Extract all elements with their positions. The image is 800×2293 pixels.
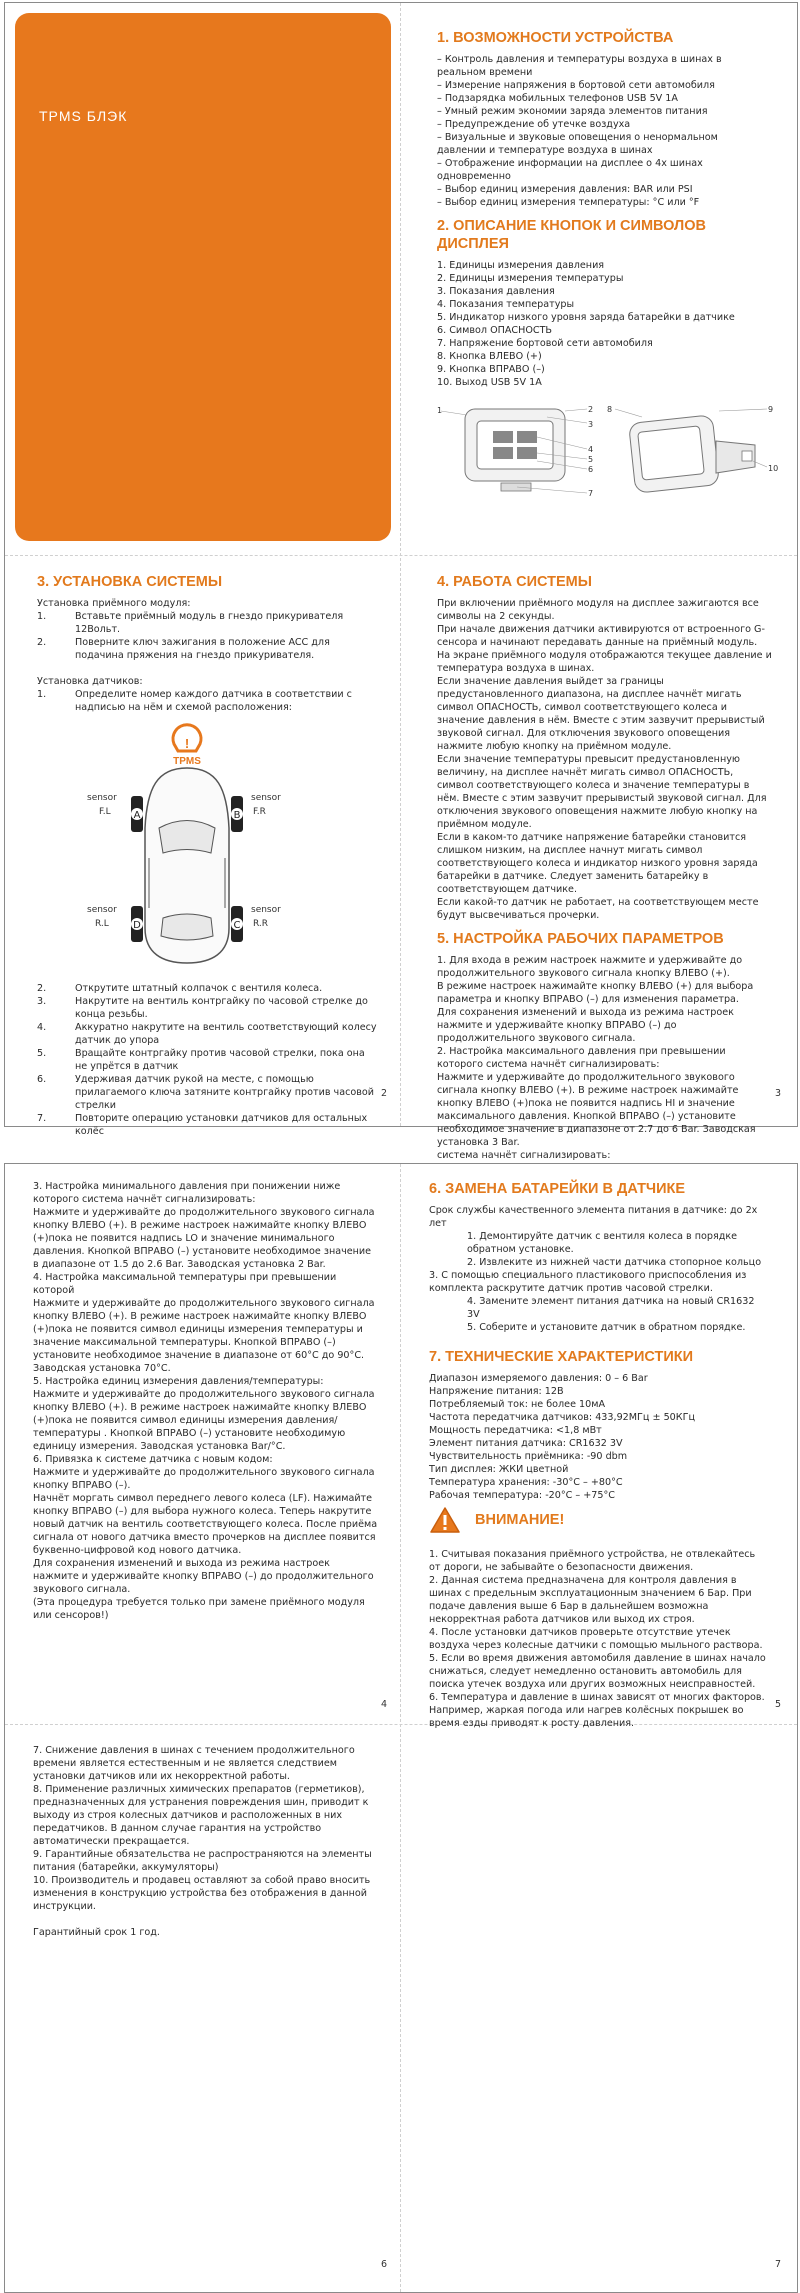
button-description-item: 3. Показания давления [437,286,555,297]
fold-line [400,1164,401,2292]
spec-line: Напряжение питания: 12В [429,1386,564,1397]
work-paragraphs [437,597,772,922]
button-description-item: 7. Напряжение бортовой сети автомобиля [437,338,653,349]
sensor-word: sensor [251,793,281,803]
step-text: Вставьте приёмный модуль в гнездо прикуривателя 12Вольт. [75,611,344,635]
step-text: Определите номер каждого датчика в соответствии с надписью на нём и схемой расположения: [75,689,352,713]
step-text: Поверните ключ зажигания в положение ACC для подачина пряжения на гнездо прикуривателя. [75,637,330,661]
receiver-diagram [437,401,777,516]
page-1 [437,29,779,516]
spec-line: Мощность передатчика: <1,8 мВт [429,1425,602,1436]
callout-label: 5 [588,455,594,464]
settings-paragraph: Нажмите и удерживайте до продолжительного звукового сигнала кнопку ВЛЕВО (+). В режиме настроек нажимайте кнопку ВЛЕВО (+)пока не появится символ единицы измерения давления/температуры . Кнопкой ВПРАВО (–) установите необходимую единицу измерения. Заводская установка Ваr/°С. [33,1389,375,1452]
warning-triangle-icon [429,1506,461,1534]
feature-item: – Контроль давления и температуры воздуха в шинах в реальном времени [437,54,722,78]
button-description-item: 6. Символ ОПАСНОСТЬ [437,325,553,336]
battery-step: 5. Соберите и установите датчик в обратном порядке. [467,1322,746,1333]
notice-paragraph: 8. Применение различных химических препаратов (герметиков), предназначенных для устранения повреждения шин, приводит к выходу из строя колесных датчиков и расположенных в них передатчиков. В данном случае гарантия на устройство автоматически прекращается. [33,1784,369,1847]
warning-paragraph: 1. Считывая показания приёмного устройства, не отвлекайтесь от дороги, не забывайте о безопасности движения. [429,1549,756,1573]
specs-list [429,1372,767,1502]
step-text: Вращайте контргайку против часовой стрелки, пока она не упрётся в датчик [75,1048,365,1072]
page-6 [33,1744,378,1939]
settings-paragraph: Нажмите и удерживайте до продолжительного звукового сигнала кнопку ВЛЕВО (+). В режиме настроек нажимайте кнопку ВЛЕВО (+)пока не появится надпись LO и значение минимального давления. Кнопкой ВПРАВО (–) установите необходимое значение в диапазоне от 1.5 до 2.6 Ваr. Заводская установка 2 Ваr. [33,1207,375,1270]
install-heading: 3. УСТАНОВКА СИСТЕМЫ [37,574,223,590]
battery-step: 2. Извлеките из нижней части датчика стопорное кольцо [467,1257,762,1268]
step-number: 1. [37,611,47,622]
warning-paragraph: 4. После установки датчиков проверьте отсутствие утечек воздуха через колесные датчики с помощью мыльного раствора. [429,1627,763,1651]
sensor-install-title: Установка датчиков: [37,676,143,687]
sensor-layout-diagram [87,718,287,968]
step-number: 1. [37,689,47,700]
page-number: 4 [381,1699,388,1710]
receiver-step [37,636,377,662]
spec-line: Температура хранения: -30°С – +80°С [429,1477,623,1488]
buttons-list [437,259,767,389]
work-heading: 4. РАБОТА СИСТЕМЫ [437,574,592,590]
notice-paragraph: 10. Производитель и продавец оставляют за собой право вносить изменения в конструкцию устройства без отображения в данной инструкции. [33,1875,371,1912]
receiver-install-title: Установка приёмного модуля: [37,598,191,609]
warning-paragraph: 5. Если во время движения автомобиля давление в шинах начало снижаться, следует немедленно остановить автомобиль для поиска утечек воздуха или других возможных неисправностей. [429,1653,766,1690]
warning-paragraphs [429,1548,767,1730]
feature-item: – Умный режим экономии заряда элементов питания [437,106,708,117]
work-paragraph: Если в каком-то датчике напряжение батарейки становится слишком низким, на дисплее начнут мигать символ соответствующего колеса и индикатор низкого уровня заряда батарейки в датчике. Следует заменить батарейку в соответствующем датчике. [437,832,758,895]
step-number: 4. [37,1022,47,1033]
spec-line: Диапазон измеряемого давления: 0 – 6 Ваr [429,1373,648,1384]
step-number: 7. [37,1113,47,1124]
settings-paragraph: Для сохранения изменений и выхода из режима настроек нажмите и удерживайте кнопку ВПРАВО (–) до продолжительного звукового сигнала. [33,1558,374,1595]
work-paragraph: При начале движения датчики активируются от встроенного G-сенсора и начинают передавать данные на приёмный модуль. На экране приёмного модуля отображаются текущее давление и температура воздуха в шинах. [437,624,772,674]
spread-sheet-1 [4,2,798,1161]
warning-title: ВНИМАНИЕ! [475,1511,565,1528]
tire-letter: C [233,920,241,931]
callout-label: 10 [768,464,779,473]
receiver-step [37,610,377,636]
battery-steps [429,1230,767,1334]
step-number: 2. [37,637,47,648]
callout-label: 8 [607,405,613,414]
work-paragraph: При включении приёмного модуля на дисплее зажигаются все символы на 2 секунды. [437,598,759,622]
features-heading: 1. ВОЗМОЖНОСТИ УСТРОЙСТВА [437,30,674,46]
button-description-item: 9. Кнопка ВПРАВО (–) [437,364,545,375]
settings-paragraph: Нажмите и удерживайте до продолжительного звукового сигнала кнопку ВЛЕВО (+). В режиме настроек нажимайте кнопку ВЛЕВО (+)пока не появится символ единицы измерения температуры и значение максимальной температуры. Кнопкой ВПРАВО (–) установите необходимое значение в диапазоне от 60°С до 90°С. Заводская установка 70°С. [33,1298,375,1374]
settings-paragraph: Нажмите и удерживайте до продолжительного звукового сигнала кнопку ВПРАВО (–). [33,1467,375,1491]
feature-item: – Визуальные и звуковые оповещения о ненормальном давлении и температуре воздуха в шинах [437,132,718,156]
buttons-heading: 2. ОПИСАНИЕ КНОПОК И СИМВОЛОВ ДИСПЛЕЯ [437,218,706,252]
page-5 [429,1180,767,1730]
install-step [37,1112,377,1138]
install-steps [37,982,377,1138]
tire-letter: D [133,920,141,931]
warning-paragraph: 2. Данная система предназначена для контроля давления в шинах с предельным эксплуатационным значением 6 Бар. При подаче давления выше 6 Бар в дальнейшем возможна некорректная работа датчиков или выход их строя. [429,1575,752,1625]
settings-paragraph: система начнёт сигнализировать: [437,1150,611,1161]
battery-step: 1. Демонтируйте датчик с вентиля колеса в порядке обратном установке. [467,1231,738,1255]
page-number: 3 [775,1088,782,1099]
battery-step: 3. С помощью специального пластикового приспособления из комплекта раскрутите датчик против часовой стрелки. [429,1270,747,1294]
spec-line: Частота передатчика датчиков: 433,92МГц ± 50КГц [429,1412,695,1423]
warranty-text: Гарантийный срок 1 год. [33,1927,160,1938]
callout-label: 7 [588,489,594,498]
feature-item: – Измерение напряжения в бортовой сети автомобиля [437,80,715,91]
settings-paragraph: Нажмите и удерживайте до продолжительного звукового сигнала кнопку ВЛЕВО (+). В режиме настроек нажимайте кнопку ВЛЕВО (+)пока не появится надпись HI и значение максимального давления. Кнопкой ВПРАВО (–) установите необходимое значение в диапазоне от 2.7 до 6 Ваr. Заводская установка 3 Ваr. [437,1072,756,1148]
page6-paragraphs [33,1744,378,1913]
spec-line: Элемент питания датчика: CR1632 3V [429,1438,623,1449]
sensor-code-fl: F.L [99,807,111,817]
button-description-item: 10. Выход USB 5V 1А [437,377,542,388]
callout-label: 1 [437,406,443,415]
warning-banner [429,1506,767,1534]
step-number: 2. [37,983,47,994]
callout-label: 9 [768,405,774,414]
sensor-code-rr: R.R [253,919,269,929]
step-text: Удерживая датчик рукой на месте, с помощью прилагаемого ключа затяните контргайку против часовой стрелки [75,1074,374,1111]
step-text: Открутите штатный колпачок с вентиля колеса. [75,983,323,994]
sensor-step-1 [37,688,377,714]
step-text: Аккуратно накрутите на вентиль соответствующий колесу датчик до упора [75,1022,377,1046]
work-paragraph: Если значение давления выйдет за границы предустановленного диапазона, на дисплее начнёт мигать символ ОПАСНОСТЬ, символ соответствующего колеса и значение давления в нём. Вместе с этим зазвучит прерывистый звуковой сигнал. Для отключения звукового оповещения нажмите любую кнопку на приёмном модуле. [437,676,765,752]
settings-paragraph: 2. Настройка максимального давления при превышении которого система начнёт сигнализировать: [437,1046,726,1070]
feature-item: – Предупреждение об утечке воздуха [437,119,631,130]
notice-paragraph: 9. Гарантийные обязательства не распространяются на элементы питания (батарейки, аккумуляторы) [33,1849,372,1873]
features-list [437,53,767,209]
feature-item: – Выбор единиц измерения давления: BAR или PSI [437,184,693,195]
step-text: Повторите операцию установки датчиков для остальных колёс [75,1113,368,1137]
cover-title: TPMS БЛЭК [39,108,128,124]
settings-paragraph: 1. Для входа в режим настроек нажмите и удерживайте до продолжительного звукового сигнала кнопку ВЛЕВО (+). [437,955,743,979]
settings-paragraph: 3. Настройка минимального давления при понижении ниже которого система начнёт сигнализировать: [33,1181,341,1205]
button-description-item: 1. Единицы измерения давления [437,260,605,271]
spread-sheet-2 [4,1163,798,2293]
callout-label: 6 [588,465,594,474]
spec-line: Потребляемый ток: не более 10мА [429,1399,606,1410]
settings-paragraphs [437,954,772,1162]
install-step [37,1073,377,1112]
notice-paragraph: 7. Снижение давления в шинах с течением продолжительного времени является естественным и не является следствием установки датчиков или их некорректной работы. [33,1745,355,1782]
settings-paragraph: 4. Настройка максимальной температуры при превышении которой [33,1272,337,1296]
battery-step: 4. Замените элемент питания датчика на новый CR1632 3V [467,1296,755,1320]
tire-letter: A [133,810,141,821]
install-step [37,982,377,995]
fold-line [400,3,401,1126]
button-description-item: 2. Единицы измерения температуры [437,273,624,284]
tire-letter: B [233,810,241,821]
step-text: Накрутите на вентиль контргайку по часовой стрелке до конца резьбы. [75,996,368,1020]
settings-paragraph: 6. Привязка к системе датчика с новым кодом: [33,1454,273,1465]
svg-text:!: ! [184,736,190,751]
work-paragraph: Если какой-то датчик не работает, на соответствующем месте будут высвечиваться прочерки. [437,897,759,921]
receiver-steps [37,610,377,662]
button-description-item: 5. Индикатор низкого уровня заряда батарейки в датчике [437,312,735,323]
settings-paragraph: Начнёт моргать символ переднего левого колеса (LF). Нажимайте кнопку ВПРАВО (–) для выбора нужного колеса. Теперь накрутите новый датчик на вентиль соответствующего колеса. После приёма сигнала от нового датчика вместо прочерков на дисплее появится буквенно-цифровой код нового датчика. [33,1493,378,1556]
spec-line: Тип дисплея: ЖКИ цветной [429,1464,569,1475]
feature-item: – Выбор единиц измерения температуры: °С или °F [437,197,700,208]
page-number: 6 [381,2259,388,2270]
step-number: 5. [37,1048,47,1059]
page-4 [33,1180,378,1622]
page-number: 7 [775,2259,782,2270]
settings-paragraph: В режиме настроек нажимайте кнопку ВЛЕВО (+) для выбора параметра и кнопку ВПРАВО (–) для изменения параметра. [437,981,754,1005]
page-number: 5 [775,1699,782,1710]
step-number: 6. [37,1074,47,1085]
callout-label: 3 [588,420,594,429]
spec-line: Чувствительность приёмника: -90 dbm [429,1451,628,1462]
callout-label: 2 [588,405,594,414]
sensor-word: sensor [87,793,117,803]
settings-paragraph: Для сохранения изменений и выхода из режима настроек нажмите и удерживайте кнопку ВПРАВО (–) до продолжительного звукового сигнала. [437,1007,734,1044]
step-number: 3. [37,996,47,1007]
sensor-word: sensor [87,905,117,915]
cover-panel [15,13,391,541]
sensor-code-rl: R.L [95,919,109,929]
specs-heading: 7. ТЕХНИЧЕСКИЕ ХАРАКТЕРИСТИКИ [429,1349,694,1365]
sensor-code-fr: F.R [253,807,266,817]
settings-paragraph: (Эта процедура требуется только при замене приёмного модуля или сенсоров!) [33,1597,365,1621]
callout-label: 4 [588,445,594,454]
page-number: 2 [381,1088,388,1099]
battery-intro: Срок службы качественного элемента питания в датчике: до 2х лет [429,1205,758,1229]
work-paragraph: Если значение температуры превысит предустановленную величину, на дисплее начнёт мигать символ ОПАСНОСТЬ, символ соответствующего колеса и значение температуры в нём. Вместе с этим зазвучит прерывистый звуковой сигнал. Для отключения звукового оповещения нажмите любую кнопку на приёмном модуле. [437,754,767,830]
spec-line: Рабочая температура: -20°С – +75°С [429,1490,616,1501]
page4-paragraphs [33,1180,378,1622]
button-description-item: 8. Кнопка ВЛЕВО (+) [437,351,542,362]
install-step [37,995,377,1021]
battery-heading: 6. ЗАМЕНА БАТАРЕЙКИ В ДАТЧИКЕ [429,1181,686,1197]
page-divider [5,555,797,556]
settings-heading: 5. НАСТРОЙКА РАБОЧИХ ПАРАМЕТРОВ [437,931,724,947]
page-3 [437,573,772,1162]
install-step [37,1047,377,1073]
page-2 [37,573,377,1138]
feature-item: – Подзарядка мобильных телефонов USB 5V 1А [437,93,678,104]
warning-paragraph: 6. Температура и давление в шинах зависят от многих факторов. Например, жаркая погода или нагрев колёсных покрышек во время езды приводят к росту давления. [429,1692,765,1729]
tpms-logo-text: TPMS [173,756,201,767]
sensor-word: sensor [251,905,281,915]
button-description-item: 4. Показания температуры [437,299,575,310]
install-step [37,1021,377,1047]
feature-item: – Отображение информации на дисплее о 4х шинах одновременно [437,158,703,182]
settings-paragraph: 5. Настройка единиц измерения давления/температуры: [33,1376,324,1387]
